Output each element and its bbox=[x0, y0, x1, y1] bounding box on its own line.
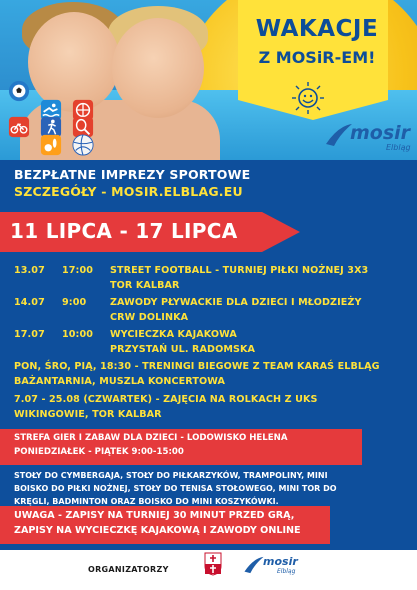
recurring-event-title: PON, ŚRO, PIĄ, 18:30 - TRENINGI BIEGOWE Z TEAM KARAŚ ELBLĄG bbox=[14, 361, 380, 372]
games-zone-details: STOŁY DO CYMBERGAJA, STOŁY DO PIŁKARZYKÓW, TRAMPOLINY, MINI bbox=[14, 471, 328, 480]
recurring-event-location: WIKINGOWIE, TOR KALBAR bbox=[14, 409, 162, 420]
event-time: 10:00 bbox=[62, 329, 94, 340]
smiling-sun-icon bbox=[288, 80, 328, 116]
recurring-event-location: BAŻANTARNIA, MUSZLA KONCERTOWA bbox=[14, 376, 226, 387]
event-date: 17.07 bbox=[14, 329, 45, 340]
free-events-heading: BEZPŁATNE IMPREZY SPORTOWE bbox=[14, 167, 251, 182]
organizers-label: ORGANIZATORZY bbox=[88, 565, 169, 574]
cycling-icon bbox=[4, 112, 34, 142]
games-zone-title: STREFA GIER I ZABAW DLA DZIECI - LODOWISKO HELENA bbox=[14, 433, 288, 443]
event-location: CRW DOLINKA bbox=[110, 312, 189, 323]
mosir-logo bbox=[324, 120, 411, 160]
notice-line-1: UWAGA - ZAPISY NA TURNIEJ 30 MINUT PRZED GRĄ, bbox=[14, 510, 295, 521]
mosir-footer-logo bbox=[243, 554, 303, 580]
bowling-icon bbox=[36, 130, 66, 160]
event-time: 9:00 bbox=[62, 297, 87, 308]
date-range: 11 LIPCA - 17 LIPCA bbox=[10, 219, 238, 243]
games-zone-hours: PONIEDZIAŁEK - PIĄTEK 9:00-15:00 bbox=[14, 447, 184, 457]
event-location: PRZYSTAŃ UL. RADOMSKA bbox=[110, 344, 256, 355]
mosir-logo-word: mosir bbox=[263, 555, 298, 568]
event-title: ZAWODY PŁYWACKIE DLA DZIECI I MŁODZIEŻY bbox=[110, 297, 362, 308]
volleyball-icon bbox=[68, 130, 98, 160]
mosir-swoosh-icon bbox=[243, 554, 265, 576]
event-date: 13.07 bbox=[14, 265, 45, 276]
event-location: TOR KALBAR bbox=[110, 280, 180, 291]
mosir-logo-city: Elbląg bbox=[277, 568, 296, 575]
games-zone-details: KRĘGLI, BADMINTON ORAZ BOISKO DO MINI KOSZYKÓWKI. bbox=[14, 497, 279, 506]
recurring-event-title: 7.07 - 25.08 (CZWARTEK) - ZAJĘCIA NA ROLKACH Z UKS bbox=[14, 394, 318, 405]
elblag-crest-icon bbox=[204, 552, 222, 576]
event-date: 14.07 bbox=[14, 297, 45, 308]
event-time: 17:00 bbox=[62, 265, 94, 276]
details-link-text: SZCZEGÓŁY - MOSIR.ELBLAG.EU bbox=[14, 184, 243, 199]
football-icon bbox=[4, 76, 34, 106]
notice-line-2: ZAPISY NA WYCIECZKĘ KAJAKOWĄ I ZAWODY ONLINE bbox=[14, 525, 301, 536]
title-line-2: Z MOSiR-EM! bbox=[258, 48, 376, 67]
child-face-right bbox=[112, 18, 204, 118]
games-zone-details: BOISKO DO PIŁKI NOŻNEJ, STOŁY DO TENISA STOŁOWEGO, MINI TOR DO bbox=[14, 484, 337, 493]
mosir-logo-word: mosir bbox=[350, 122, 411, 144]
event-title: STREET FOOTBALL - TURNIEJ PIŁKI NOŻNEJ 3X3 bbox=[110, 265, 369, 276]
event-title: WYCIECZKA KAJAKOWA bbox=[110, 329, 237, 340]
title-line-1: WAKACJE bbox=[255, 16, 379, 42]
mosir-logo-city: Elbląg bbox=[386, 143, 411, 152]
